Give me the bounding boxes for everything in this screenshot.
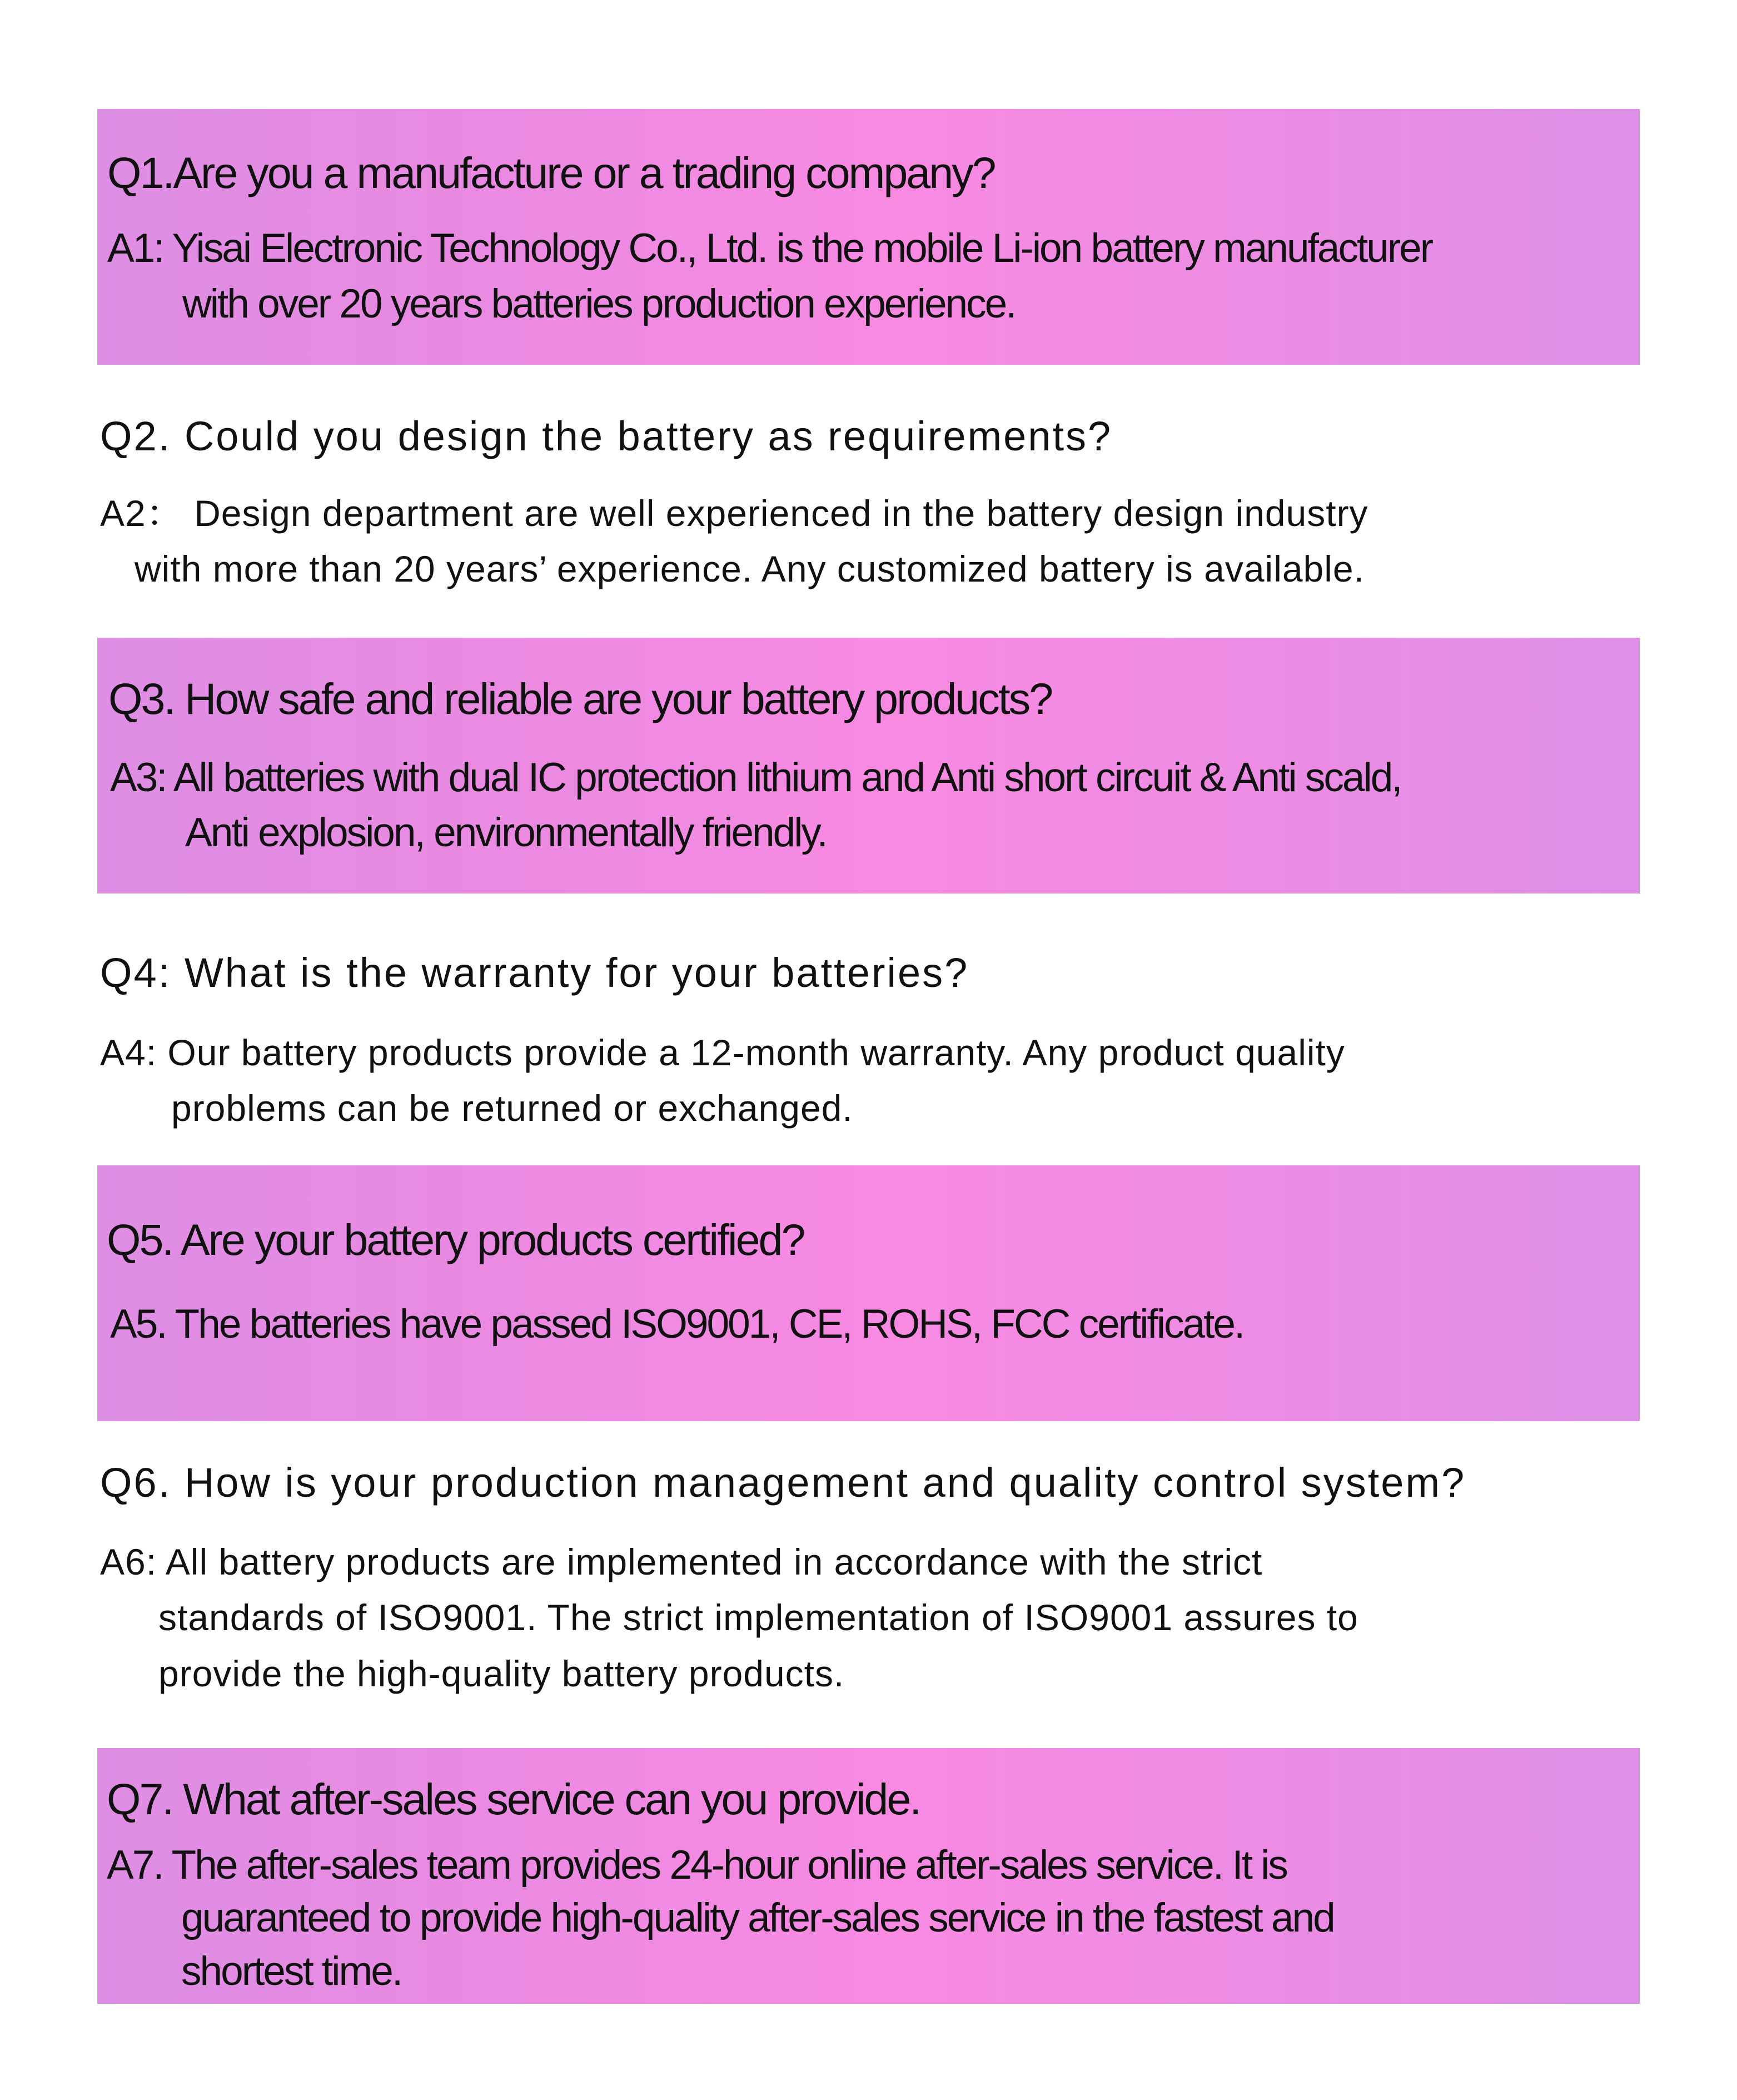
faq-item-5 xyxy=(97,1165,1640,1421)
faq-answer-6-line-1: A6: All battery products are implemented in accordance with the strict xyxy=(100,1541,1263,1582)
faq-answer-7-line-2: guaranteed to provide high-quality after-sales service in the fastest and xyxy=(181,1895,1334,1940)
faq-question-3: Q3. How safe and reliable are your battery products? xyxy=(108,674,1052,723)
faq-answer-2-line-1: A2： Design department are well experienced in the battery design industry xyxy=(100,493,1368,534)
faq-answer-5-line-1: A5. The batteries have passed ISO9001, CE, ROHS, FCC certificate. xyxy=(110,1302,1244,1347)
faq-answer-4-line-1: A4: Our battery products provide a 12-month warranty. Any product quality xyxy=(100,1032,1345,1073)
faq-answer-3-line-2: Anti explosion, environmentally friendly. xyxy=(185,810,827,855)
faq-answer-7-line-3: shortest time. xyxy=(181,1949,402,1994)
faq-answer-7-line-1: A7. The after-sales team provides 24-hour online after-sales service. It is xyxy=(107,1843,1287,1888)
faq-answer-6-line-3: provide the high-quality battery products. xyxy=(158,1653,845,1694)
faq-answer-4-line-2: problems can be returned or exchanged. xyxy=(171,1088,853,1129)
faq-answer-3-line-1: A3: All batteries with dual IC protection lithium and Anti short circuit & Anti scald, xyxy=(110,755,1401,800)
faq-answer-6-line-2: standards of ISO9001. The strict implementation of ISO9001 assures to xyxy=(158,1597,1358,1638)
faq-question-2: Q2. Could you design the battery as requirements? xyxy=(100,413,1113,459)
faq-question-4: Q4: What is the warranty for your batteries? xyxy=(100,950,969,996)
faq-answer-1-line-1: A1: Yisai Electronic Technology Co., Ltd. is the mobile Li-ion battery manufacturer xyxy=(107,226,1432,271)
faq-answer-2-line-2: with more than 20 years’ experience. Any customized battery is available. xyxy=(135,548,1365,589)
faq-question-7: Q7. What after-sales service can you provide. xyxy=(107,1774,920,1824)
faq-answer-1-line-2: with over 20 years batteries production experience. xyxy=(182,281,1016,326)
faq-question-6: Q6. How is your production management and quality control system? xyxy=(100,1459,1466,1506)
faq-question-1: Q1.Are you a manufacture or a trading company? xyxy=(107,148,995,197)
faq-question-5: Q5. Are your battery products certified? xyxy=(107,1215,804,1264)
